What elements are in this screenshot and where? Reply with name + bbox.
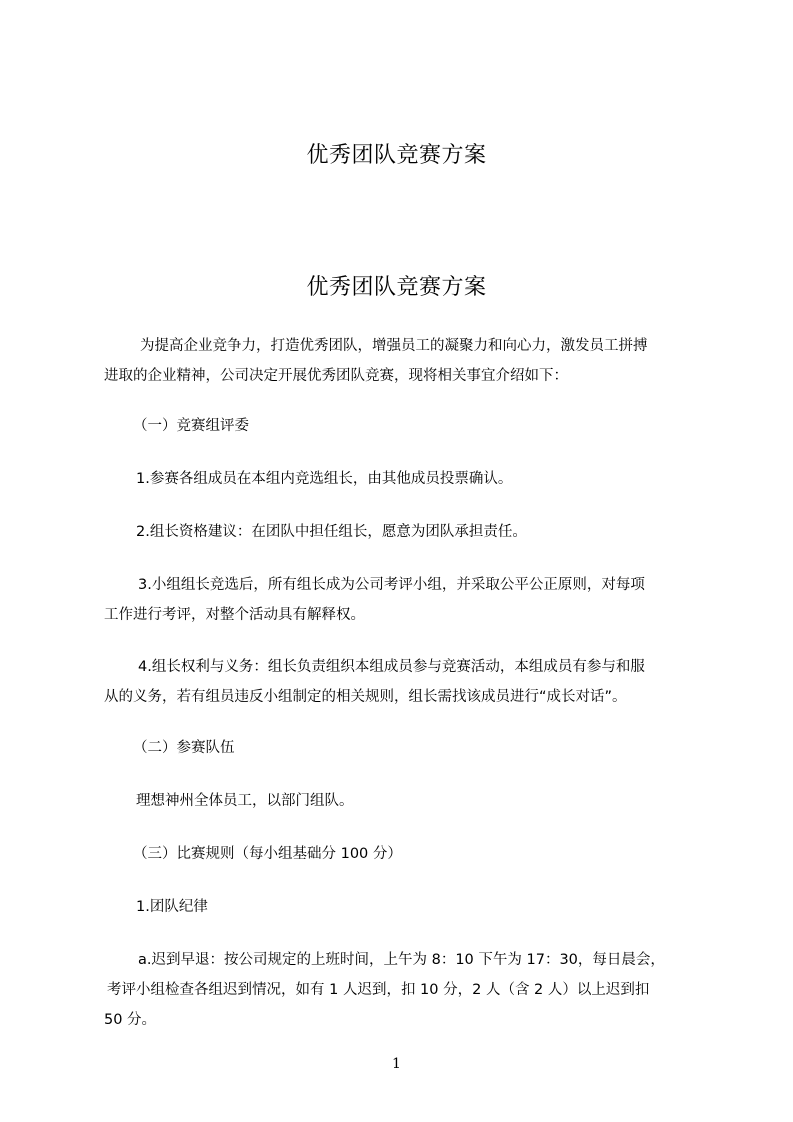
header-title: 优秀团队竞赛方案 xyxy=(306,143,487,168)
rule-1-heading: 1.团队纪律 xyxy=(136,899,208,915)
section-1-item-3 xyxy=(104,570,704,630)
section-1-item-1: 1.参赛各组成员在本组内竞选组长，由其他成员投票确认。 xyxy=(136,471,513,487)
section-1-item-2: 2.组长资格建议：在团队中担任组长，愿意为团队承担责任。 xyxy=(136,524,527,540)
intro-line-1: 为提高企业竞争力，打造优秀团队，增强员工的凝聚力和向心力，激发员工拼搏 xyxy=(140,338,648,354)
intro-paragraph xyxy=(104,331,704,391)
item-3-line-2: 工作进行考评，对整个活动具有解释权。 xyxy=(104,607,365,623)
late-rule-line-3: 50 分。 xyxy=(104,1012,157,1028)
document-title: 优秀团队竞赛方案 xyxy=(306,275,487,300)
late-rule-paragraph xyxy=(104,945,704,1035)
section-3-heading: （三）比赛规则（每小组基础分 100 分） xyxy=(133,846,402,862)
intro-line-2: 进取的企业精神，公司决定开展优秀团队竞赛，现将相关事宜介绍如下： xyxy=(104,368,568,384)
section-1-item-4 xyxy=(104,652,704,712)
item-4-line-2: 从的义务，若有组员违反小组制定的相关规则，组长需找该成员进行“成长对话”。 xyxy=(104,689,627,705)
item-3-line-1: 3.小组组长竞选后，所有组长成为公司考评小组，并采取公平公正原则，对每项 xyxy=(138,577,645,593)
section-2-body: 理想神州全体员工，以部门组队。 xyxy=(136,793,354,809)
late-rule-line-2: 考评小组检查各组迟到情况，如有 1 人迟到，扣 10 分，2 人（含 2 人）以上迟到扣 xyxy=(107,982,650,998)
page-number: 1 xyxy=(392,1056,401,1072)
section-2-heading: （二）参赛队伍 xyxy=(133,740,235,756)
section-1-heading: （一）竞赛组评委 xyxy=(133,418,249,434)
item-4-line-1: 4.组长权利与义务：组长负责组织本组成员参与竞赛活动，本组成员有参与和服 xyxy=(138,659,645,675)
late-rule-line-1: a.迟到早退：按公司规定的上班时间，上午为 8：10 下午为 17：30，每日晨会， xyxy=(138,952,665,968)
